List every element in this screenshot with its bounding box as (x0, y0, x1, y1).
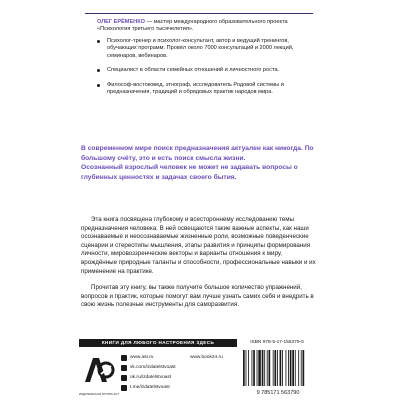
globe-icon (121, 355, 127, 361)
telegram-icon (121, 385, 127, 391)
tagline-banner: КНИГИ ДЛЯ ЛЮБОГО НАСТРОЕНИЯ ЗДЕСЬ (79, 339, 237, 347)
bullet-icon (97, 69, 100, 72)
description-paragraph-1: Эта книга посвящена глубокому и всестороннему исследованию темы предназначения человека. В ней освещаются такие важные аспекты, как наши осознаваемые и неосознаваемые жизненные роли, возможные поведенческие сценарии и стереотипы мышления, этапы развития и принципы формирования личности, мировоззренческие векторы и варианты отношения к миру, врождённые природные таланты и способности, профессиональные навыки и их применение на практике. (81, 216, 316, 275)
bullet-icon (97, 40, 100, 43)
vk-link[interactable]: vk.com/izdatelstvoast (121, 363, 231, 373)
publisher-links (121, 353, 231, 393)
author-intro (97, 19, 313, 34)
bio-item: Психолог-тренер и психолог-консультант, автор и ведущий тренингов, обучающих программ. Провёл около 7000 консультаций и 2000 лекций, семинаров, вебинаров. (97, 38, 313, 60)
author-intro-text: — мастер международного образовательного проекта «Психология третьего тысячелетия». (97, 19, 288, 33)
barcode-icon (239, 348, 317, 396)
description (81, 216, 318, 318)
book-back-cover (79, 0, 320, 400)
ok-icon (121, 375, 127, 381)
author-bio-list (97, 38, 313, 103)
website-link[interactable]: www.ast.ru www.book24.ru (121, 353, 231, 363)
description-paragraph-2: Прочитав эту книгу, вы также получите большое количество упражнений, вопросов и практик, которые помогут вам лучше узнать самих себя и внедрить в свою жизнь полезные инструменты для саморазвития. (81, 284, 314, 309)
ast-logo-icon (81, 352, 115, 392)
vk-icon (121, 365, 127, 371)
ok-link[interactable]: ok.ru/izdatelstvoast (121, 373, 231, 383)
highlight-paragraph-2: Осознанный взрослый человек не может не задавать вопросы о глубинных ценностях и задачах своего бытия. (81, 164, 298, 181)
bio-item: Специалист в области семейных отношений и личностного роста. (97, 67, 313, 74)
isbn-text: ISBN 978-5-17-156379-0 (250, 340, 304, 345)
author-name: ОЛЕГ ЕРЁМЕНКО (97, 19, 145, 25)
author-info-box (85, 13, 313, 216)
publisher-name: ИЗДАТЕЛЬСКАЯ ГРУППА АСТ (79, 392, 119, 396)
highlight-paragraph-1: В современном мире поиск предназначения актуален как никогда. По большому счёту, это и есть поиск смысла жизни. (81, 145, 314, 162)
barcode-digits: 9 785171 563790 (256, 390, 300, 396)
bullet-icon (97, 84, 100, 87)
telegram-link[interactable]: t.me/izdatelstvoast (121, 383, 231, 393)
highlight-quote (79, 144, 320, 182)
bio-item: Философ-востоковед, этнограф, исследователь Родовой системы и предназначения, традиций и обрядовых практик народов мира. (97, 82, 313, 97)
